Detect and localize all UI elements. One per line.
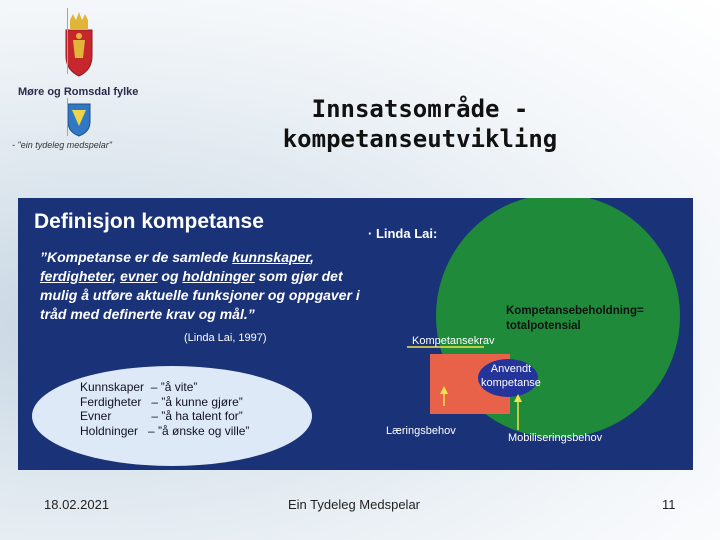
applied-label-line-2: kompetanse xyxy=(481,377,541,389)
laering-label: Læringsbehov xyxy=(386,425,456,437)
page-title xyxy=(270,94,570,154)
definition-term-evner: evner xyxy=(120,268,158,284)
county-logo xyxy=(10,6,155,146)
definition-term-holdninger: holdninger xyxy=(182,268,255,284)
definition-heading: Definisjon kompetanse xyxy=(34,210,264,233)
competence-row: Kunnskaper – ”å vite” xyxy=(80,380,198,394)
definition-text-5: som gjør det mulig å utføre aktuelle funksjoner og oppgaver i tråd med definerte krav og mål.” xyxy=(40,268,360,322)
footer-date: 18.02.2021 xyxy=(44,497,110,512)
total-potential-label-line-2: totalpotensial xyxy=(506,320,581,332)
title-line-2: kompetanseutvikling xyxy=(282,125,558,153)
tagline: - "ein tydeleg medspelar" xyxy=(12,140,112,150)
definition-term-kunnskaper: kunnskaper xyxy=(232,249,311,265)
author-bullet: · Linda Lai: xyxy=(368,226,438,241)
definition-text-1: ”Kompetanse er de samlede xyxy=(40,249,233,265)
logo-divider-top xyxy=(67,8,68,74)
logo-divider-bottom xyxy=(67,98,68,136)
definition-text-2: , xyxy=(310,249,314,265)
county-name: Møre og Romsdal fylke xyxy=(18,86,139,98)
applied-label-line-1: Anvendt xyxy=(490,363,532,375)
krav-label: Kompetansekrav xyxy=(412,335,495,347)
slide-panel xyxy=(18,198,693,470)
competence-row: Ferdigheter – ”å kunne gjøre” xyxy=(80,394,243,409)
definition-text-3: , xyxy=(112,268,121,284)
page-number: 11 xyxy=(662,497,676,512)
competence-row: Evner – ”å ha talent for” xyxy=(80,409,243,423)
total-potential-label-line-1: Kompetansebeholdning= xyxy=(506,305,644,317)
competence-diagram xyxy=(18,198,693,470)
applied-competence-label xyxy=(481,362,541,390)
total-potential-label xyxy=(506,304,644,334)
citation: (Linda Lai, 1997) xyxy=(184,332,267,344)
competence-row: Holdninger – ”å ønske og ville” xyxy=(80,423,250,438)
title-line-1: Innsatsområde - xyxy=(311,95,529,123)
footer-center: Ein Tydeleg Medspelar xyxy=(288,497,421,512)
definition-text-4: og xyxy=(157,268,183,284)
coat-of-arms-icon xyxy=(10,6,155,146)
mobilisering-label: Mobiliseringsbehov xyxy=(508,432,603,444)
definition-term-ferdigheter: ferdigheter xyxy=(40,268,113,284)
